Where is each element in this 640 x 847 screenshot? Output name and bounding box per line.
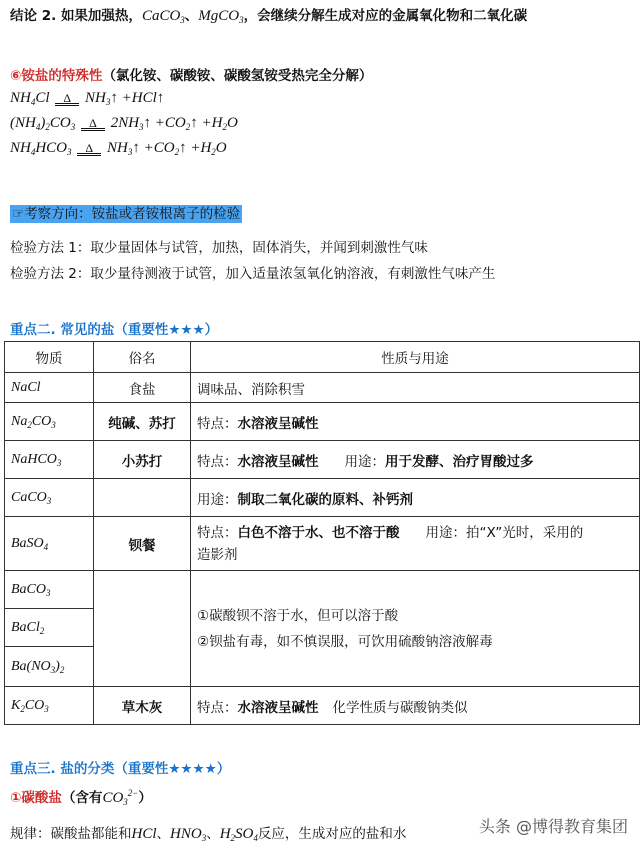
carbonate-note: （含有 bbox=[61, 790, 103, 806]
cell-name: 纯碱、苏打 bbox=[94, 403, 191, 441]
cell-formula-baco3: BaCO$_3$ bbox=[5, 571, 94, 609]
carbonate-rule: 规律：碳酸盐都能和HCl、$HNO_3$、$H_2SO_4$反应，生成对应的盐和水 bbox=[10, 826, 407, 843]
conclusion-label: 结论 2. bbox=[10, 8, 57, 24]
watermark: 头条 @博得教育集团 bbox=[478, 817, 628, 836]
cell-desc: 特点：水溶液呈碱性 用途：用于发酵、治疗胃酸过多 bbox=[191, 441, 640, 479]
cell-desc-barium: ①碳酸钡不溶于水，但可以溶于酸 ②钡盐有毒，如不慎误服，可饮用硫酸钠溶液解毒 bbox=[191, 571, 640, 687]
equation-nh4hco3: $NH_4HCO_3$ Δ $NH_3↑$ $+CO_2↑ +H_2O$ bbox=[10, 140, 227, 157]
cell-formula-baso4: BaSO$_4$ bbox=[5, 517, 94, 571]
cell-desc: 特点：水溶液呈碱性 化学性质与碳酸钠类似 bbox=[191, 687, 640, 725]
heat-condition: Δ bbox=[53, 91, 81, 106]
table-row bbox=[5, 687, 640, 725]
conclusion-text: 如果加强热， bbox=[60, 8, 142, 24]
carbonate-title-line: ①碳酸盐（含有$CO_3^{2-}$） bbox=[10, 788, 152, 807]
test-method-2: 检验方法 2：取少量待测液于试管，加入适量浓氢氧化钠溶液，有刺激性气味产生 bbox=[10, 266, 496, 282]
cell-name: 食盐 bbox=[94, 373, 191, 403]
cell-formula-bacl2: BaCl$_2$ bbox=[5, 609, 94, 647]
common-salts-table bbox=[4, 341, 640, 725]
cell-formula-nahco3: NaHCO$_3$ bbox=[5, 441, 94, 479]
table-row bbox=[5, 517, 640, 571]
cell-formula-caco3: CaCO$_3$ bbox=[5, 479, 94, 517]
section-2-title: 重点二. 常见的盐（重要性★★★） bbox=[10, 322, 219, 338]
table-row bbox=[5, 441, 640, 479]
section-3-title: 重点三. 盐的分类（重要性★★★★） bbox=[10, 761, 231, 777]
separator: 、 bbox=[184, 8, 199, 24]
ammonium-title-note: （氯化铵、碳酸铵、碳酸氢铵受热完全分解） bbox=[102, 68, 373, 84]
cell-name: 小苏打 bbox=[94, 441, 191, 479]
cell-name: 草木灰 bbox=[94, 687, 191, 725]
heat-condition: Δ bbox=[75, 141, 103, 156]
cell-desc: 调味品、消除积雪 bbox=[191, 373, 640, 403]
cell-formula-k2co3: $K_2CO_3$ bbox=[5, 687, 94, 725]
header-substance: 物质 bbox=[5, 342, 94, 373]
header-common-name: 俗名 bbox=[94, 342, 191, 373]
table-row bbox=[5, 571, 640, 609]
cell-desc: 用途：制取二氧化碳的原料、补钙剂 bbox=[191, 479, 640, 517]
table-row bbox=[5, 403, 640, 441]
cell-desc: 特点：白色不溶于水、也不溶于酸 用途：拍“X”光时，采用的 造影剂 bbox=[191, 517, 640, 571]
equation-nh4-2co3: $(NH_4)_2CO_3$ Δ $2NH_3↑$ $+CO_2↑ +H_2O$ bbox=[10, 115, 238, 132]
conclusion-2-line bbox=[10, 4, 527, 25]
table-header-row bbox=[5, 342, 640, 373]
cell-name-empty bbox=[94, 571, 191, 687]
formula-mgco3: MgCO$_3$ bbox=[198, 8, 244, 25]
ammonium-title: ⑥铵盐的特殊性 bbox=[10, 68, 103, 84]
cell-formula-nacl: NaCl bbox=[5, 373, 94, 403]
cell-formula-bano32: $Ba(NO_3)_2$ bbox=[5, 647, 94, 687]
carbonate-title: ①碳酸盐 bbox=[10, 790, 62, 806]
header-properties: 性质与用途 bbox=[191, 342, 640, 373]
heat-condition: Δ bbox=[79, 116, 107, 131]
carbonate-ion: $CO_3^{2-}$ bbox=[102, 788, 139, 807]
formula-caco3: CaCO$_3$ bbox=[141, 8, 185, 25]
exam-direction bbox=[10, 202, 242, 222]
cell-desc: 特点：水溶液呈碱性 bbox=[191, 403, 640, 441]
ammonium-title-line bbox=[10, 64, 372, 84]
test-method-1: 检验方法 1：取少量固体与试管，加热，固体消失，并闻到刺激性气味 bbox=[10, 240, 428, 256]
cell-formula-na2co3: $Na_2CO_3$ bbox=[5, 403, 94, 441]
conclusion-text-2: ，会继续分解生成对应的金属氧化物和二氧化碳 bbox=[243, 8, 528, 24]
table-row bbox=[5, 373, 640, 403]
equation-nh4cl: $NH_4Cl$ Δ $NH_3↑$ +HCl↑ bbox=[10, 90, 165, 107]
cell-name: 钡餐 bbox=[94, 517, 191, 571]
table-row bbox=[5, 479, 640, 517]
exam-direction-label: ☞考察方向：铵盐或者铵根离子的检验 bbox=[12, 206, 241, 222]
cell-name bbox=[94, 479, 191, 517]
